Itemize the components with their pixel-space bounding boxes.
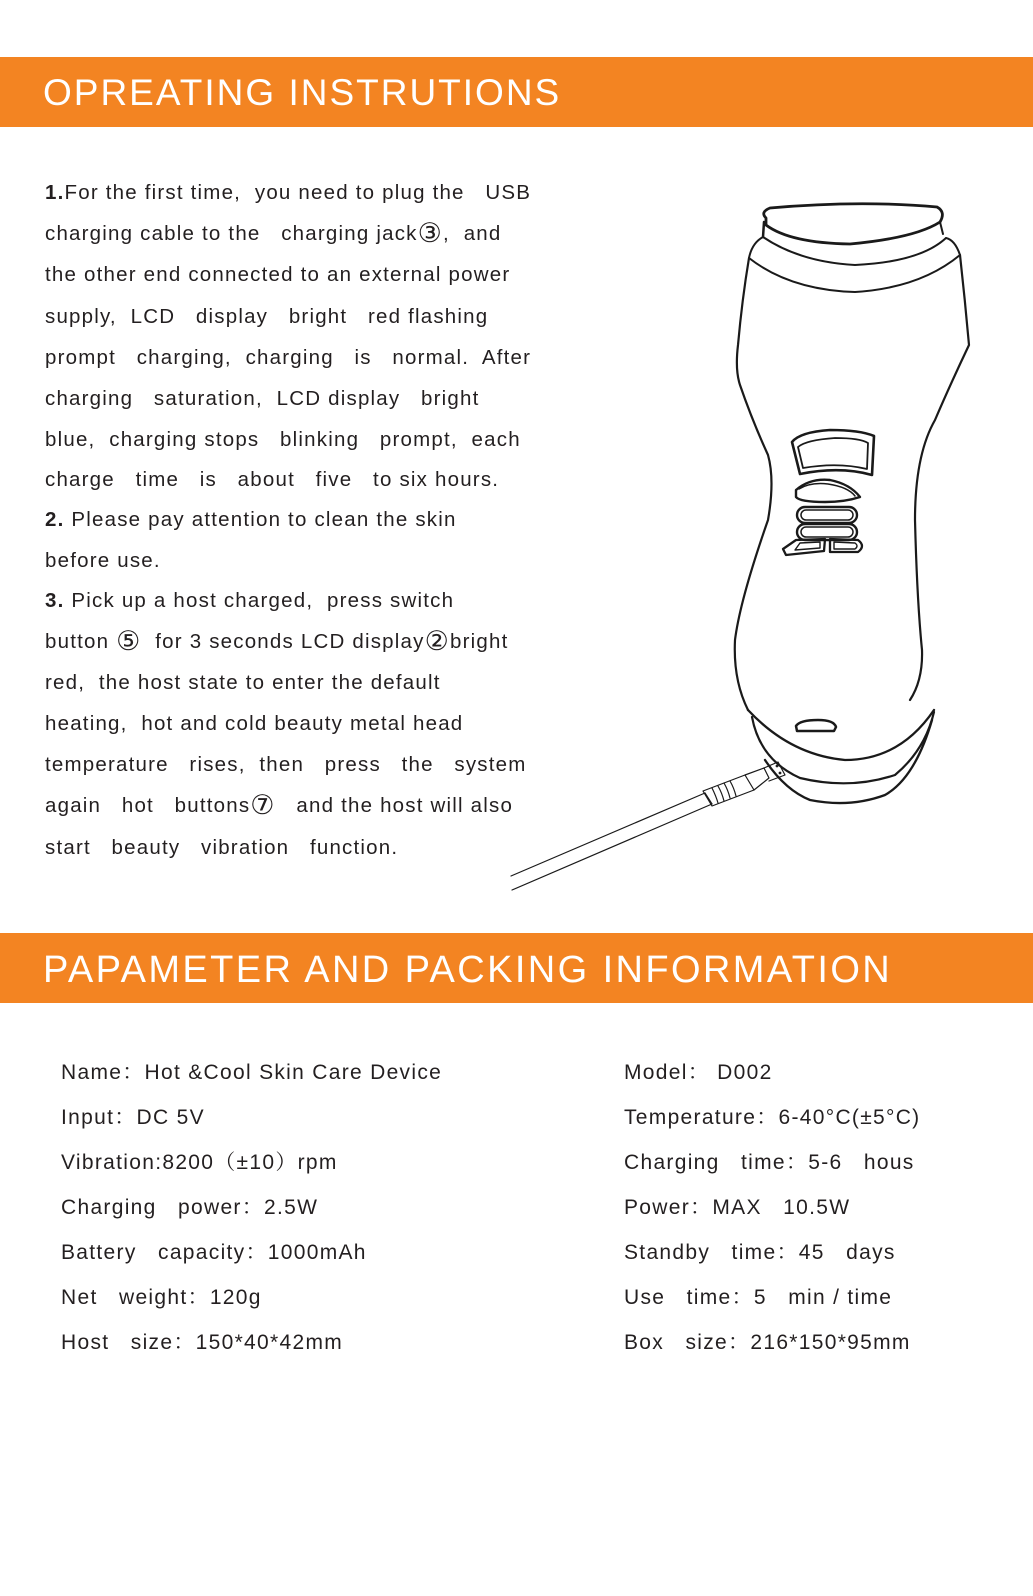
spec-label: Model (624, 1061, 688, 1084)
spec-label: Power (624, 1196, 691, 1219)
circled-number: ⑤ (116, 625, 142, 657)
spec-box-size (624, 1320, 920, 1365)
spec-temperature (624, 1095, 920, 1140)
spec-separator: ： (122, 1061, 145, 1084)
spec-model (624, 1050, 920, 1095)
line-text: the other end connected to an external power (45, 263, 511, 287)
spec-label: Use time (624, 1286, 732, 1309)
spec-power (624, 1185, 920, 1230)
spec-separator: ： (687, 1061, 718, 1084)
spec-separator: ： (690, 1196, 713, 1219)
line-text: charging cable to the charging jack (45, 222, 418, 246)
spec-separator: ： (785, 1151, 809, 1174)
line-text: Please pay attention to clean the skin (64, 508, 457, 532)
line-text: charge time is about five to six hours. (45, 468, 500, 492)
spec-value: DC 5V (136, 1106, 205, 1129)
line-text: blue, charging stops blinking prompt, each (45, 428, 521, 452)
spec-charging-power (61, 1185, 442, 1230)
section-title: PAPAMETER AND PACKING INFORMATION (43, 949, 893, 991)
spec-battery-capacity (61, 1230, 442, 1275)
section-header-operating (0, 57, 1033, 127)
circled-number: ⑦ (250, 790, 276, 822)
handheld-device-icon (735, 204, 969, 803)
line-text: temperature rises, then press the system (45, 753, 527, 777)
spec-value: 1000mAh (267, 1241, 367, 1264)
circled-number: ③ (417, 218, 444, 250)
lcd-display-icon (792, 430, 874, 475)
spec-value: 5-6 hous (808, 1151, 915, 1174)
circled-number: ② (424, 625, 450, 657)
charging-port-icon (796, 720, 836, 731)
spec-label: Standby time (624, 1241, 777, 1264)
spec-value: 6-40°C(±5°C) (778, 1106, 921, 1129)
spec-separator: ： (756, 1106, 779, 1129)
specs-left-column (61, 1050, 442, 1365)
spec-label: Box size (624, 1331, 729, 1354)
line-text: again hot buttons (45, 794, 251, 818)
spec-label: Temperature (624, 1106, 757, 1129)
line-text: prompt charging, charging is normal. After (45, 345, 532, 369)
spec-value: Hot &Cool Skin Care Device (144, 1061, 443, 1084)
line-text: before use. (45, 548, 161, 572)
step-number: 3. (45, 588, 65, 612)
spec-label: Charging power (61, 1196, 242, 1219)
spec-standby-time (624, 1230, 920, 1275)
spec-label: Battery capacity (61, 1241, 246, 1264)
spec-label: Charging time (624, 1151, 786, 1174)
spec-separator: ： (731, 1286, 754, 1309)
spec-separator: ： (728, 1331, 751, 1354)
spec-separator: ： (241, 1196, 265, 1219)
specs-right-column (624, 1050, 920, 1365)
step-number: 2. (45, 508, 65, 532)
line-text: and the host will also (275, 794, 514, 818)
section-header-parameters (0, 933, 1033, 1003)
spec-net-weight (61, 1275, 442, 1320)
line-text: Pick up a host charged, press switch (64, 588, 455, 612)
line-text: red, the host state to enter the default (45, 670, 441, 694)
spec-separator: ： (173, 1331, 196, 1354)
line-text: bright (449, 629, 509, 653)
spec-label: Name (61, 1061, 123, 1084)
line-text: supply, LCD display bright red flashing (45, 304, 489, 328)
spec-value: D002 (717, 1061, 773, 1084)
spec-value: 5 min / time (753, 1286, 893, 1309)
control-buttons-icon (783, 480, 862, 555)
spec-separator: : (155, 1151, 163, 1174)
spec-value: 2.5W (264, 1196, 319, 1219)
spec-label: Input (61, 1106, 115, 1129)
spec-vibration (61, 1140, 442, 1185)
spec-input (61, 1095, 442, 1140)
spec-value: MAX 10.5W (712, 1196, 851, 1219)
spec-use-time (624, 1275, 920, 1320)
spec-label: Host size (61, 1331, 174, 1354)
spec-value: 120g (209, 1286, 262, 1309)
step-number: 1. (45, 181, 65, 204)
spec-label: Net weight (61, 1286, 188, 1309)
spec-separator: ： (114, 1106, 137, 1129)
device-illustration (500, 185, 1000, 905)
usb-cable-icon (511, 762, 785, 890)
line-text: for 3 seconds LCD display (141, 629, 425, 653)
spec-value: 8200（±10）rpm (162, 1151, 338, 1174)
line-text: button (45, 629, 117, 653)
line-text: , and (443, 222, 502, 246)
spec-separator: ： (776, 1241, 799, 1264)
spec-label: Vibration (61, 1151, 156, 1174)
line-text: For the first time, you need to plug the USB (64, 181, 532, 204)
line-text: start beauty vibration function. (45, 835, 399, 859)
section-title: OPREATING INSTRUTIONS (43, 72, 562, 113)
spec-separator: ： (245, 1241, 268, 1264)
line-text: heating, hot and cold beauty metal head (45, 712, 464, 736)
spec-host-size (61, 1320, 442, 1365)
spec-charging-time (624, 1140, 920, 1185)
spec-value: 216*150*95mm (750, 1331, 911, 1354)
line-text: charging saturation, LCD display bright (45, 386, 480, 410)
spec-separator: ： (187, 1286, 210, 1309)
spec-value: 45 days (798, 1241, 896, 1264)
spec-name (61, 1050, 442, 1095)
spec-value: 150*40*42mm (195, 1331, 344, 1354)
